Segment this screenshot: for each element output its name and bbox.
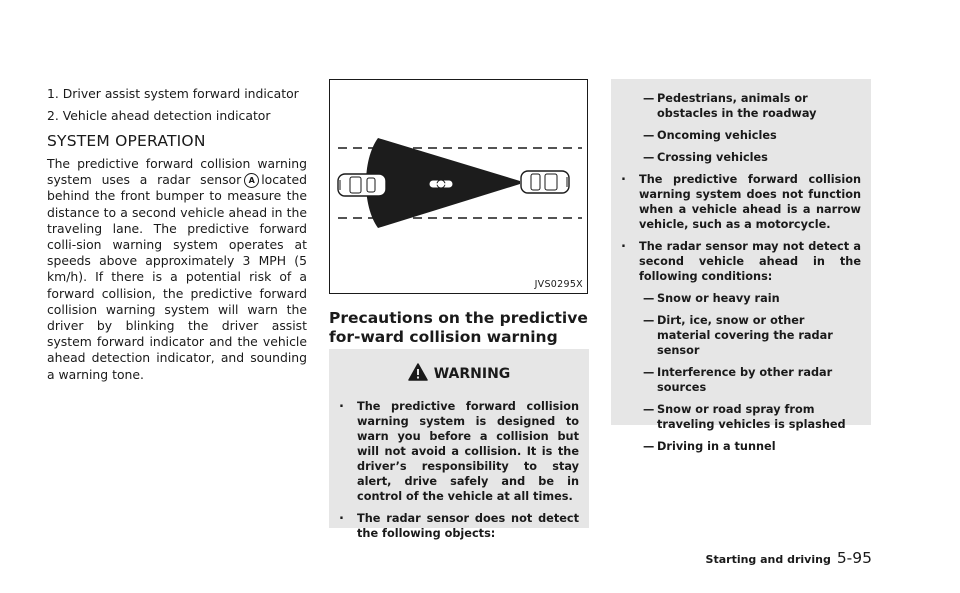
list-item: — Crossing vehicles	[643, 151, 768, 164]
warning-box	[329, 349, 589, 540]
indicator-item: 1. Driver assist system forward indicator	[47, 86, 299, 101]
warning-title: WARNING	[433, 366, 511, 382]
warning-list-continued	[611, 172, 861, 284]
list-item: — Snow or road spray from traveling vehicles is splashed	[643, 403, 846, 431]
warning-box-continued	[611, 79, 871, 453]
marker-a-icon: A	[244, 173, 259, 188]
list-item-text: Pedestrians, animals or obstacles in the roadway	[657, 92, 817, 120]
list-item: — Driving in a tunnel	[643, 440, 776, 453]
list-item: — Snow or heavy rain	[643, 292, 780, 305]
radar-diagram	[330, 80, 589, 295]
list-item-text: Crossing vehicles	[657, 151, 768, 164]
own-vehicle-icon	[338, 174, 386, 196]
warning-bullet: . The radar sensor may not detect a second vehicle ahead in the following conditions:	[611, 239, 861, 284]
warning-title-row	[329, 363, 589, 385]
system-operation-text	[47, 156, 307, 383]
precautions-heading: Precautions on the predictive for-ward collision warning	[329, 309, 588, 346]
vehicle-ahead-icon	[521, 171, 569, 193]
list-item-text: Driving in a tunnel	[657, 440, 776, 453]
indicator-list	[47, 86, 307, 124]
warning-bullet: . The predictive forward collision warning system does not function when a vehicle ahead is a narrow vehicle, such as a motorcycle.	[611, 172, 861, 232]
warning-list	[329, 399, 589, 541]
motorcycle-icon	[430, 180, 452, 188]
system-operation-text-start: The predictive forward collision warning system uses a radar sensor	[47, 156, 307, 188]
conditions-list	[611, 291, 861, 454]
radar-illustration	[329, 79, 588, 294]
list-item: — Oncoming vehicles	[643, 129, 777, 142]
left-column	[47, 86, 307, 383]
list-item: — Dirt, ice, snow or other material covering the radar sensor	[643, 314, 833, 357]
warning-triangle-icon	[408, 363, 428, 385]
undetected-objects-list	[611, 91, 861, 165]
list-item-text: Snow or road spray from traveling vehicles is splashed	[657, 403, 846, 431]
list-item-text: Dirt, ice, snow or other material covering the radar sensor	[657, 314, 833, 357]
list-item-text: Snow or heavy rain	[657, 292, 780, 305]
warning-bullet: . The predictive forward collision warning system is designed to warn you before a collision but will not avoid a collision. It is the driver’s responsibility to stay alert, drive safely and be in control of the vehicle at all times.	[329, 399, 579, 504]
list-item-text: Interference by other radar sources	[657, 366, 833, 394]
page-footer	[706, 548, 872, 567]
indicator-item: 2. Vehicle ahead detection indicator	[47, 108, 271, 123]
system-operation-heading: SYSTEM OPERATION	[47, 132, 206, 150]
figure-code: JVS0295X	[534, 279, 583, 290]
page-number: 5-95	[836, 549, 872, 567]
system-operation-text-end: located behind the front bumper to measure the distance to a second vehicle ahead in the traveling lane. The predictive forward colli-sion warning system operates at speeds above approximately 3 MPH (5 km/h). If there is a potential risk of a forward collision, the predictive forward collision warning system will warn the driver by blinking the driver assist system forward indicator and the vehicle ahead detection indicator, and sounding a warning tone.	[47, 172, 307, 382]
list-item: — Interference by other radar sources	[643, 366, 833, 394]
list-item-text: Oncoming vehicles	[657, 129, 777, 142]
warning-bullet: . The radar sensor does not detect the following objects:	[329, 511, 579, 541]
footer-section: Starting and driving	[705, 553, 831, 566]
list-item: — Pedestrians, animals or obstacles in the roadway	[643, 92, 817, 120]
